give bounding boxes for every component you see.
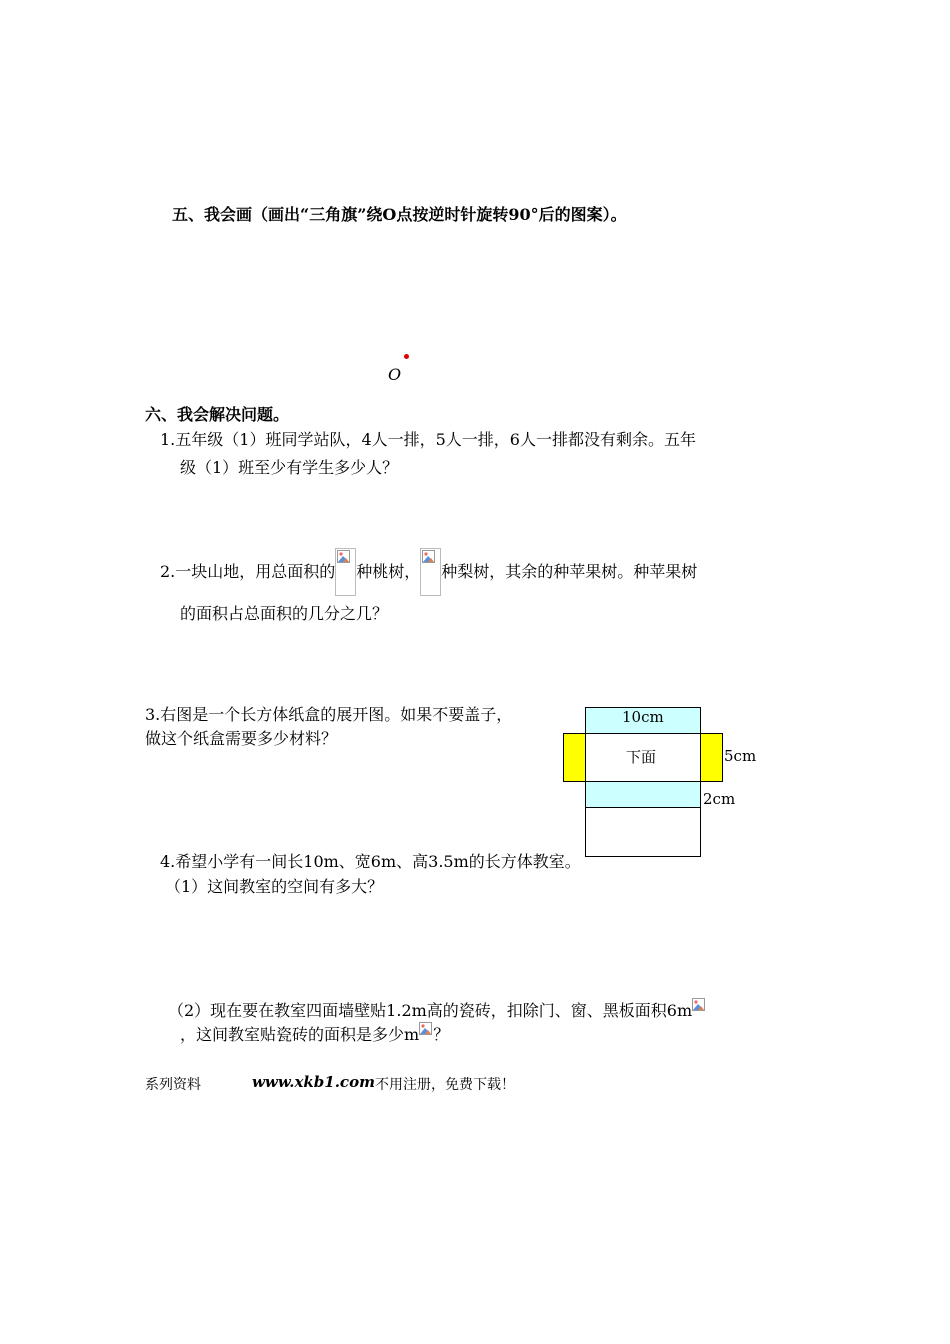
net-front-face bbox=[585, 781, 701, 808]
question4-sub2-line2 bbox=[180, 1022, 449, 1045]
net-right-face bbox=[700, 733, 723, 782]
question1-line2: 级（1）班至少有学生多少人？ bbox=[180, 458, 399, 477]
unit-image-m2-a bbox=[692, 998, 706, 1018]
net-bottom-label: 下面 bbox=[626, 748, 657, 766]
fraction-image-peach bbox=[335, 548, 356, 596]
broken-image-icon bbox=[422, 550, 435, 563]
unit-image-m2-b bbox=[419, 1022, 433, 1042]
question4-sub2-text-c: ？ bbox=[433, 1025, 450, 1044]
question2-text-b: 种桃树， bbox=[356, 562, 421, 581]
question4-sub2-text-a: （2）现在要在教室四面墙壁贴1.2m高的瓷砖，扣除门、窗、黑板面积6m bbox=[168, 1001, 693, 1020]
question2-line1 bbox=[160, 548, 697, 598]
question4-sub1: （1）这间教室的空间有多大？ bbox=[165, 877, 384, 896]
footer-right-text: 不用注册，免费下载！ bbox=[375, 1077, 515, 1093]
rotation-center-point bbox=[404, 354, 409, 359]
net-strip-label: 2cm bbox=[703, 790, 736, 808]
broken-image-icon bbox=[419, 1022, 432, 1035]
broken-image-icon bbox=[337, 550, 350, 563]
question4-sub2-line1 bbox=[168, 998, 706, 1021]
footer-left-text: 系列资料 bbox=[145, 1077, 201, 1093]
point-o-label: O bbox=[388, 365, 402, 384]
question4-sub2-text-b: ，这间教室贴瓷砖的面积是多少m bbox=[180, 1025, 420, 1044]
section6-title: 六、我会解决问题。 bbox=[145, 405, 290, 424]
question2-text-c: 种梨树，其余的种苹果树。种苹果树 bbox=[441, 562, 698, 581]
question2-line2: 的面积占总面积的几分之几？ bbox=[180, 604, 389, 623]
net-side-label: 5cm bbox=[724, 747, 757, 765]
footer-site-link[interactable]: www.xkb1.com bbox=[252, 1073, 375, 1091]
net-left-face bbox=[563, 733, 586, 782]
net-top-label: 10cm bbox=[622, 708, 664, 726]
question3-line1: 3.右图是一个长方体纸盒的展开图。如果不要盖子， bbox=[145, 705, 513, 724]
section5-title: 五、我会画（画出“三角旗”绕O点按逆时针旋转90°后的图案）。 bbox=[172, 205, 627, 224]
question4-line1: 4.希望小学有一间长10m、宽6m、高3.5m的长方体教室。 bbox=[160, 852, 581, 871]
broken-image-icon bbox=[692, 998, 705, 1011]
question3-line2: 做这个纸盒需要多少材料？ bbox=[145, 729, 338, 748]
question2-text-a: 2.一块山地，用总面积的 bbox=[160, 562, 336, 581]
fraction-image-pear bbox=[420, 548, 441, 596]
question1-line1: 1.五年级（1）班同学站队，4人一排，5人一排，6人一排都没有剩余。五年 bbox=[160, 430, 696, 449]
net-back-face bbox=[585, 807, 701, 857]
